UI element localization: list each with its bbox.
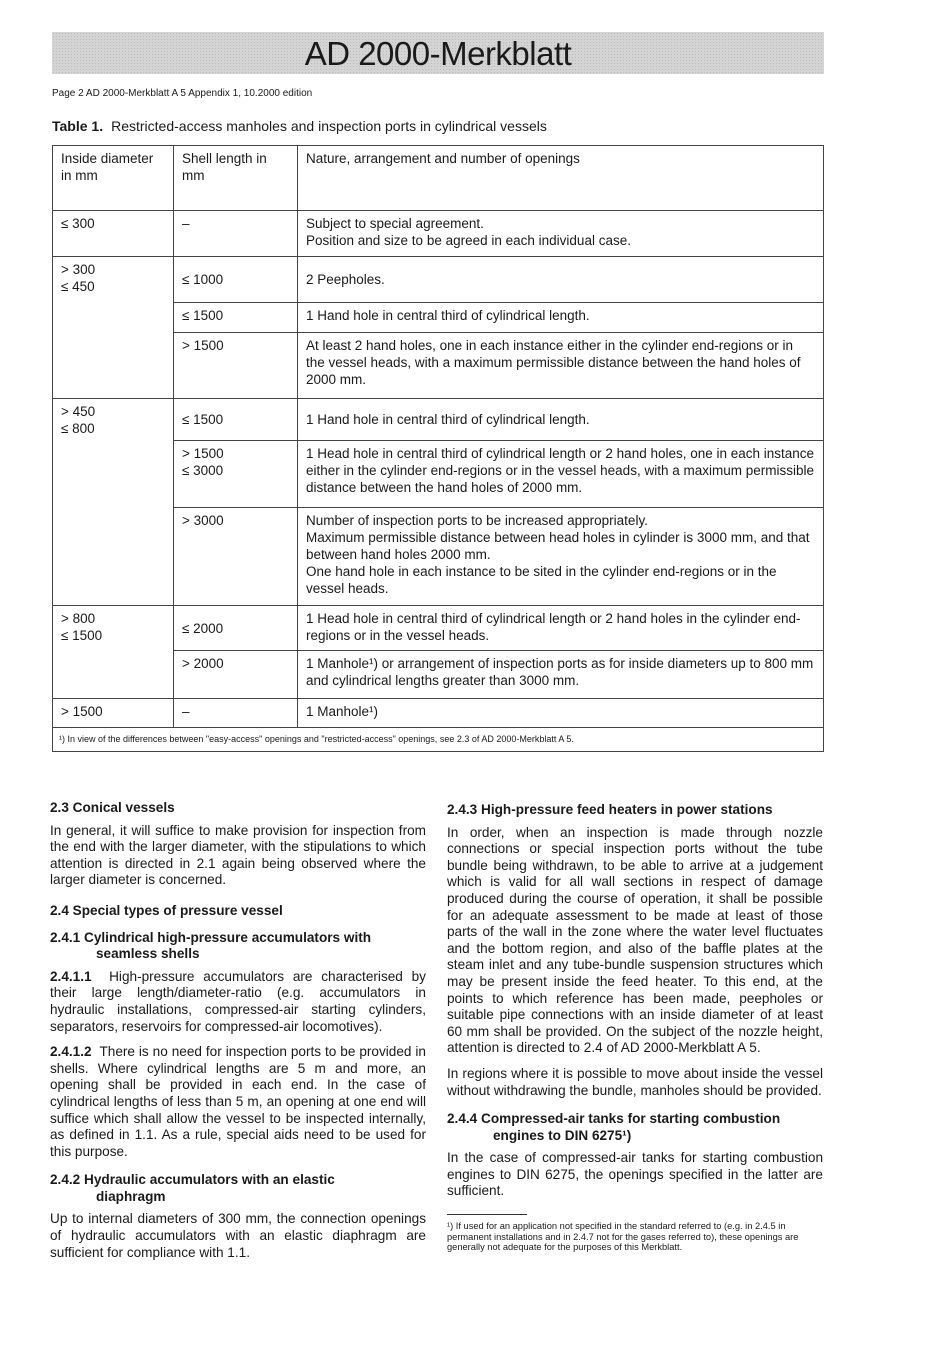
table-footnote: ¹) In view of the differences between "easy-access" openings and "restricted-access" openings, see 2.3 of AD 2000-Merkblatt A 5. — [53, 728, 824, 752]
paragraph: In the case of compressed-air tanks for starting combustion engines to DIN 6275, the openings specified in the latter are sufficient. — [447, 1150, 823, 1199]
paragraph — [50, 1044, 426, 1160]
heading-text: diaphragm — [96, 1188, 166, 1204]
header-cell: Nature, arrangement and number of openings — [298, 146, 824, 211]
doc-title-banner: AD 2000-Merkblatt — [52, 32, 824, 74]
openings-cell: 1 Manhole¹) or arrangement of inspection ports as for inside diameters up to 800 mm and cylindrical lengths greater than 3000 mm. — [298, 651, 824, 699]
heading-2-4-3: 2.4.3 High-pressure feed heaters in power stations — [447, 802, 773, 817]
heading-2-4-2 — [50, 1172, 426, 1205]
heading-text: 2.4.4 Compressed-air tanks for starting combustion — [447, 1111, 781, 1127]
clause-number: 2.4.1.2 — [50, 1044, 92, 1060]
paragraph: In order, when an inspection is made through nozzle connections or special inspection ports without the tube bundle being withdrawn, to be able to arrive at a judgement which is valid for all wall sections in respect of damage produced during the course of operation, it shall be possible for an adequate assessment to be made at least of those parts of the wall in the zone where the water level fluctuates and the bottom region, and also of the baffle plates at the steam inlet and any tube-bundle suspension structures which may be present inside the feed heater. To this end, at the points to which reference has been made, peepholes or suitable pipe connections with an inside diameter of at least 60 mm shall be provided. On the subject of the nozzle height, attention is directed to 2.4 of AD 2000-Merkblatt A 5. — [447, 824, 823, 1056]
openings-cell: Number of inspection ports to be increased appropriately. Maximum permissible distance between head holes in cylinder is 3000 mm, and that between hand holes 2000 mm. One hand hole in each instance to be sited in the cylinder end-regions or in the vessel heads. — [298, 508, 824, 606]
length-cell: > 2000 — [174, 651, 298, 699]
paragraph — [50, 969, 426, 1035]
heading-text: engines to DIN 6275¹) — [493, 1127, 632, 1143]
table-row — [53, 399, 824, 441]
length-cell: ≤ 1500 — [174, 303, 298, 333]
table-footnote-row — [53, 728, 824, 752]
table-row — [53, 211, 824, 257]
table-row — [53, 257, 824, 303]
length-cell: ≤ 2000 — [174, 606, 298, 651]
header-cell: Shell length in mm — [174, 146, 298, 211]
diameter-cell: > 1500 — [53, 699, 174, 728]
heading-2-3: 2.3 Conical vessels — [50, 800, 175, 815]
openings-cell: Subject to special agreement. Position and size to be agreed in each individual case. — [298, 211, 824, 257]
left-column — [50, 800, 426, 1270]
openings-cell: 1 Hand hole in central third of cylindrical length. — [298, 303, 824, 333]
heading-text: 2.4.2 Hydraulic accumulators with an elastic — [50, 1172, 335, 1188]
paragraph: Up to internal diameters of 300 mm, the connection openings of hydraulic accumulators with an elastic diaphragm are sufficient for compliance with 1.1. — [50, 1211, 426, 1260]
heading-text: seamless shells — [96, 946, 200, 962]
length-cell: ≤ 1500 — [174, 399, 298, 441]
paragraph: In general, it will suffice to make provision for inspection from the end with the larger diameter, with the stipulations to which attention is directed in 2.1 again being observed where the larger diameter is concerned. — [50, 822, 426, 888]
header-cell: Inside diameter in mm — [53, 146, 174, 211]
heading-2-4: 2.4 Special types of pressure vessel — [50, 902, 283, 918]
heading-2-4-1 — [50, 930, 426, 963]
table-label: Table 1. — [52, 118, 104, 134]
right-column — [447, 802, 823, 1253]
table-caption — [52, 118, 547, 134]
table-row — [53, 606, 824, 651]
diameter-cell: ≤ 300 — [53, 211, 174, 257]
length-cell: > 1500 — [174, 333, 298, 399]
table-header-row — [53, 146, 824, 211]
paragraph-text: There is no need for inspection ports to be provided in shells. Where cylindrical lengths are 5 m and more, an opening shall be provided in each end. In the case of cylindrical lengths of less than 5 m, an opening at one end will suffice which shall allow the vessel to be inspected internally, as defined in 1.1. As a rule, special aids need to be used for this purpose. — [50, 1044, 426, 1159]
length-cell: – — [174, 699, 298, 728]
diameter-cell: > 450 ≤ 800 — [53, 399, 174, 606]
openings-cell: 2 Peepholes. — [298, 257, 824, 303]
diameter-cell: > 300 ≤ 450 — [53, 257, 174, 399]
openings-table — [52, 145, 824, 752]
openings-cell: 1 Head hole in central third of cylindrical length or 2 hand holes in the cylinder end-regions or in the vessel heads. — [298, 606, 824, 651]
table-caption-text: Restricted-access manholes and inspection ports in cylindrical vessels — [111, 118, 547, 134]
paragraph: In regions where it is possible to move about inside the vessel without withdrawing the bundle, manholes should be provided. — [447, 1065, 823, 1098]
openings-cell: 1 Manhole¹) — [298, 699, 824, 728]
heading-2-4-4 — [447, 1111, 823, 1144]
page-info: Page 2 AD 2000-Merkblatt A 5 Appendix 1, 10.2000 edition — [52, 88, 313, 99]
openings-cell: 1 Head hole in central third of cylindrical length or 2 hand holes, one in each instance either in the cylinder end-regions or in the vessel heads, with a maximum permissible distance between the hand holes of 2000 mm. — [298, 441, 824, 508]
openings-cell: 1 Hand hole in central third of cylindrical length. — [298, 399, 824, 441]
length-cell: > 1500 ≤ 3000 — [174, 441, 298, 508]
table-row — [53, 699, 824, 728]
length-cell: > 3000 — [174, 508, 298, 606]
length-cell: – — [174, 211, 298, 257]
heading-text: 2.4.1 Cylindrical high-pressure accumulators with — [50, 929, 372, 945]
openings-cell: At least 2 hand holes, one in each instance either in the cylinder end-regions or in the vessel heads, with a maximum permissible distance between the hand holes of 2000 mm. — [298, 333, 824, 399]
length-cell: ≤ 1000 — [174, 257, 298, 303]
clause-number: 2.4.1.1 — [50, 968, 92, 984]
page-footnote: ¹) If used for an application not specified in the standard referred to (e.g. in 2.4.5 in permanent installations and in 2.4.7 not for the gases referred to), these openings are generally not adequate for the purposes of this Merkblatt. — [447, 1221, 799, 1253]
paragraph-text: High-pressure accumulators are characterised by their large length/diameter-ratio (e.g. accumulators in hydraulic installations, compressed-air starting cylinders, separators, reservoirs for compressed-air locomotives). — [50, 968, 426, 1034]
footnote-divider — [447, 1214, 527, 1215]
diameter-cell: > 800 ≤ 1500 — [53, 606, 174, 699]
